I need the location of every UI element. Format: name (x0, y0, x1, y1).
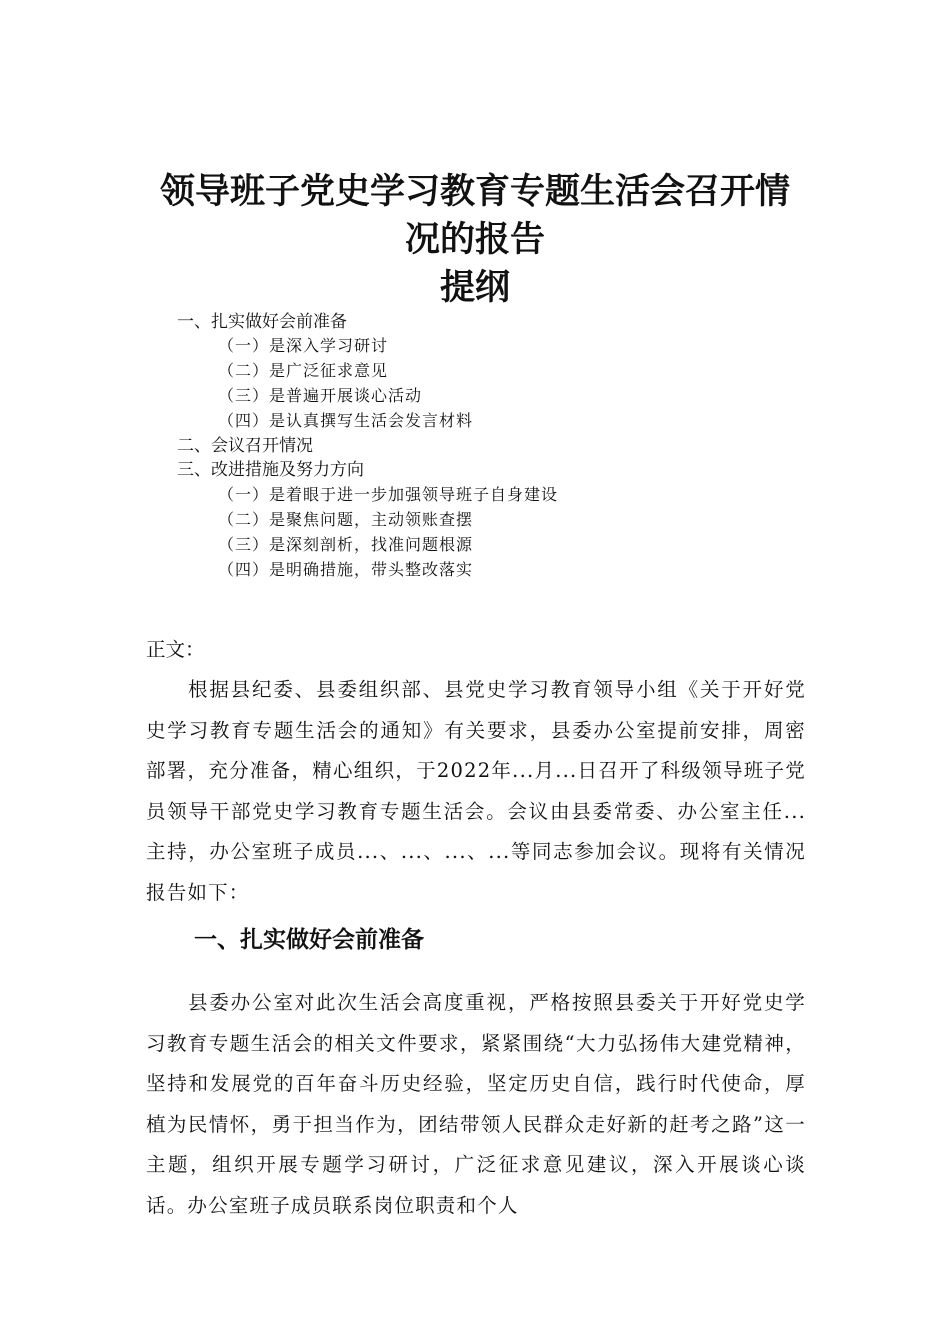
outline-item: （二）是广泛征求意见 (218, 361, 389, 380)
outline-item: （四）是认真撰写生活会发言材料 (218, 411, 474, 430)
outline-heading-1: 一、扎实做好会前准备 (177, 312, 347, 332)
outline-heading-2: 二、会议召开情况 (177, 436, 313, 456)
outline-item: （一）是深入学习研讨 (218, 336, 389, 355)
body-paragraph-2: 县委办公室对此次生活会高度重视，严格按照县委关于开好党史学习教育专题生活会的相关文件要求，紧紧围绕“大力弘扬伟大建党精神，坚持和发展党的百年奋斗历史经验，坚定历史自信，践行时代使命，厚植为民情怀，勇于担当作为，团结带领人民群众走好新的赶考之路”这一主题，组织开展专题学习研讨，广泛征求意见建议，深入开展谈心谈话。办公室班子成员联系岗位职责和个人 (146, 991, 806, 1217)
body-label: 正文： (146, 638, 205, 661)
outline-item: （二）是聚焦问题，主动领账查摆 (218, 510, 474, 529)
outline-heading-3: 三、改进措施及努力方向 (177, 460, 364, 480)
section-heading: 一、扎实做好会前准备 (194, 927, 424, 953)
outline-item: （四）是明确措施，带头整改落实 (218, 560, 474, 579)
outline-item: （一）是着眼于进一步加强领导班子自身建设 (218, 485, 559, 504)
document-title-line-2: 况的报告 (404, 220, 545, 260)
body-paragraph-1: 根据县纪委、县委组织部、县党史学习教育领导小组《关于开好党史学习教育专题生活会的通知》有关要求，县委办公室提前安排，周密部署，充分准备，精心组织，于2022年...月...日召开了科级领导班子党员领导干部党史学习教育专题生活会。会议由县委常委、办公室主任...主持，办公室班子成员...、...、...、...等同志参加会议。现将有关情况报告如下： (146, 678, 806, 904)
document-subtitle: 提纲 (439, 268, 510, 308)
document-title-line-1: 领导班子党史学习教育专题生活会召开情 (159, 172, 790, 212)
outline-item: （三）是普遍开展谈心活动 (218, 386, 423, 405)
outline-item: （三）是深刻剖析，找准问题根源 (218, 535, 474, 554)
